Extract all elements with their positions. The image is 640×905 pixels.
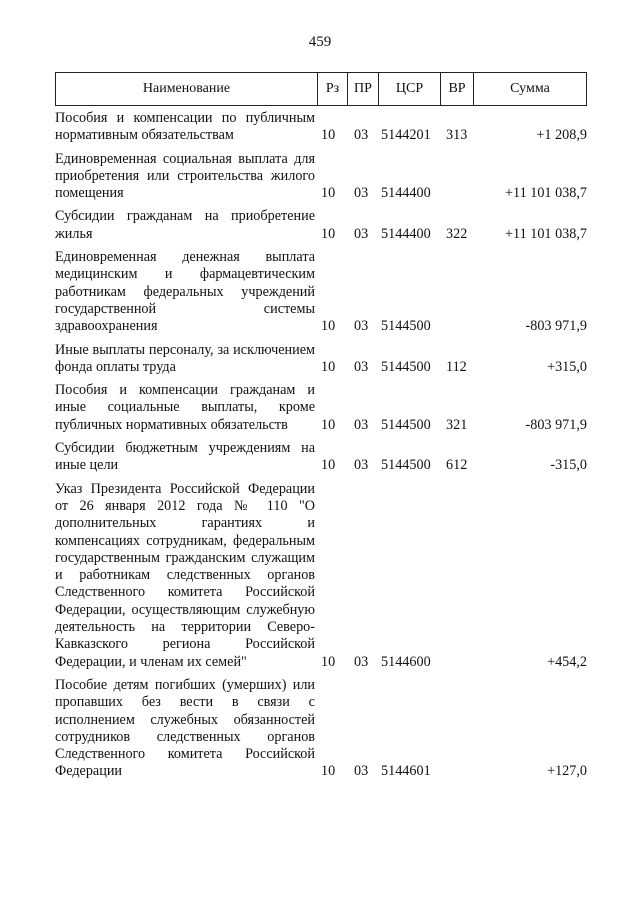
row-rz: 10 bbox=[321, 127, 336, 144]
row-vr: 322 bbox=[446, 225, 468, 242]
row-pr: 03 bbox=[354, 457, 369, 474]
row-rz: 10 bbox=[321, 457, 336, 474]
row-csr: 5144500 bbox=[381, 318, 431, 335]
table-header bbox=[55, 72, 587, 106]
row-pr: 03 bbox=[354, 318, 369, 335]
row-name: Пособия и компенсации гражданам и иные социальные выплаты, кроме публичных нормативных обязательств bbox=[55, 382, 315, 433]
row-vr: 321 bbox=[446, 416, 468, 433]
row-sum: +11 101 038,7 bbox=[505, 185, 587, 202]
row-pr: 03 bbox=[354, 127, 369, 144]
row-sum: +315,0 bbox=[547, 358, 587, 375]
row-csr: 5144500 bbox=[381, 416, 431, 433]
row-pr: 03 bbox=[354, 358, 369, 375]
row-name: Единовременная денежная выплата медицинским и фармацевтическим работникам федеральных учреждений государственной системы здравоохранения bbox=[55, 249, 315, 335]
row-vr: 313 bbox=[446, 127, 468, 144]
row-csr: 5144500 bbox=[381, 457, 431, 474]
row-csr: 5144600 bbox=[381, 653, 431, 670]
row-sum: -803 971,9 bbox=[525, 318, 587, 335]
row-sum: -803 971,9 bbox=[525, 416, 587, 433]
header-pr: ПР bbox=[348, 73, 379, 105]
row-name: Пособие детям погибших (умерших) или пропавших без вести в связи с исполнением служебных обязанностей сотрудников следственных органов Следственного комитета Российской Федерации bbox=[55, 676, 315, 780]
header-sum: Сумма bbox=[510, 81, 550, 96]
row-rz: 10 bbox=[321, 416, 336, 433]
row-rz: 10 bbox=[321, 358, 336, 375]
row-pr: 03 bbox=[354, 185, 369, 202]
row-rz: 10 bbox=[321, 653, 336, 670]
row-rz: 10 bbox=[321, 763, 336, 780]
table-row bbox=[55, 481, 590, 671]
row-name: Пособия и компенсации по публичным нормативным обязательствам bbox=[55, 110, 315, 144]
table-row bbox=[55, 249, 590, 335]
header-name: Наименование bbox=[56, 73, 318, 105]
table-row bbox=[55, 342, 590, 377]
row-sum: +454,2 bbox=[547, 653, 587, 670]
table-row bbox=[55, 440, 590, 475]
row-csr: 5144201 bbox=[381, 127, 431, 144]
row-pr: 03 bbox=[354, 763, 369, 780]
row-name: Субсидии гражданам на приобретение жилья bbox=[55, 208, 315, 242]
row-rz: 10 bbox=[321, 225, 336, 242]
table-body bbox=[55, 110, 590, 787]
header-vr: ВР bbox=[441, 73, 474, 105]
row-pr: 03 bbox=[354, 416, 369, 433]
row-pr: 03 bbox=[354, 225, 369, 242]
row-pr: 03 bbox=[354, 653, 369, 670]
table-row bbox=[55, 151, 590, 203]
row-name: Указ Президента Российской Федерации от 26 января 2012 года № 110 "О дополнительных гарантиях и компенсациях сотрудникам, федеральным государственным гражданским служащим и работникам следственных органов Следственного комитета Российской Федерации, осуществляющим служебную деятельность на территории Северо-Кавказского региона Российской Федерации, и членам их семей" bbox=[55, 480, 315, 670]
row-rz: 10 bbox=[321, 318, 336, 335]
row-vr: 112 bbox=[446, 358, 467, 375]
row-csr: 5144400 bbox=[381, 185, 431, 202]
row-csr: 5144500 bbox=[381, 358, 431, 375]
table-row bbox=[55, 208, 590, 243]
row-name: Иные выплаты персоналу, за исключением фонда оплаты труда bbox=[55, 341, 315, 375]
row-rz: 10 bbox=[321, 185, 336, 202]
row-sum: +127,0 bbox=[547, 763, 587, 780]
row-sum: +1 208,9 bbox=[536, 127, 587, 144]
header-rz: Рз bbox=[318, 73, 348, 105]
row-name: Субсидии бюджетным учреждениям на иные цели bbox=[55, 440, 315, 474]
row-sum: +11 101 038,7 bbox=[505, 225, 587, 242]
page-number: 459 bbox=[308, 34, 332, 50]
row-sum: -315,0 bbox=[550, 457, 587, 474]
row-vr: 612 bbox=[446, 457, 468, 474]
row-csr: 5144601 bbox=[381, 763, 431, 780]
table-row bbox=[55, 110, 590, 145]
table-row bbox=[55, 677, 590, 781]
header-csr: ЦСР bbox=[379, 73, 441, 105]
table-row bbox=[55, 382, 590, 434]
row-name: Единовременная социальная выплата для приобретения или строительства жилого помещения bbox=[55, 150, 315, 202]
row-csr: 5144400 bbox=[381, 225, 431, 242]
